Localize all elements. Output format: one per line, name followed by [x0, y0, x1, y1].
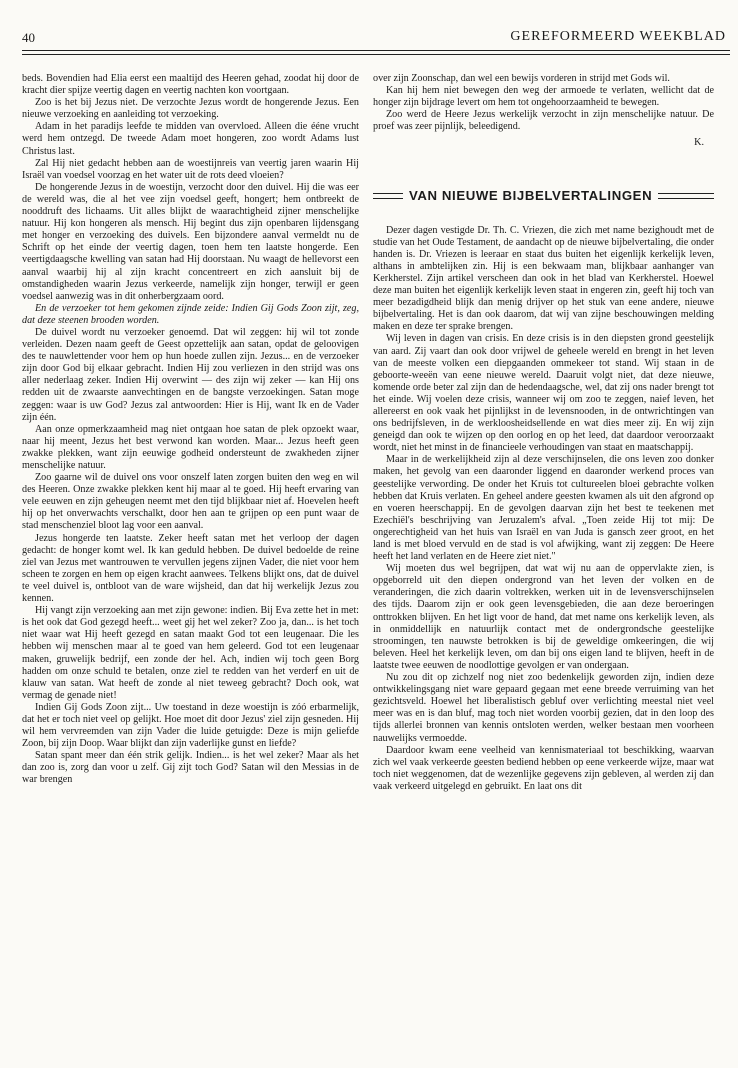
paragraph: Daardoor kwam eene veelheid van kennismateriaal tot beschikking, waarvan zich wel vaak verkeerde geesten bediend hebben op eene verkeerde wijze, maar wat toch niet weggenomen, dat de wezenlijke gegevens zijn gebleven, al werden zij dan vaak verkeerd uitgelegd en gebruikt. En laat ons dit [373, 744, 714, 792]
paragraph: Nu zou dit op zichzelf nog niet zoo bedenkelijk geworden zijn, indien deze ontwikkelingsgang niet ware gepaard gegaan met eene breede verruiming van het gezichtsveld. Hoewel het liberalistisch gebluf over verlichting meestal niet veel meer was en is dan bluf, mag toch niet worden voorbij gezien, dat in den loop des tijds allerlei bronnen van kennis ontsloten werden, welker bestaan men voorheen nauwelijks vermoedde. [373, 672, 714, 744]
paragraph: Zoo is het bij Jezus niet. De verzochte Jezus wordt de hongerende Jezus. Een nieuwe verzoeking en aanleiding tot verzoeking. [22, 97, 359, 121]
page-number: 40 [22, 30, 35, 45]
heading-rule-left [373, 193, 403, 199]
paragraph: Satan spant meer dan één strik gelijk. Indien... is het wel zeker? Maar als het dan zoo is, zorg dan voor u zelf. Gij zijt toch God? Satan wil den Messias in de war brengen [22, 750, 359, 786]
paragraph: De duivel wordt nu verzoeker genoemd. Dat wil zeggen: hij wil tot zonde verleiden. Dezen naam geeft de Geest opzettelijk aan satan, opdat de geloovigen des te nauwlettender voor hem op hun hoede zullen zijn. Jezus... en de verzoeker zijn door God bij elkaar gebracht. Indien Hij zou verliezen in den strijd was ons aller nederlaag zeker. Indien Hij overwint — des zijn wij zeker — kan Hij ons redden uit de zwaarste aanvechtingen en de bangste verzoekingen. Satan moge zeggen: waar is uw God? Jezus zal antwoorden: Hier is Hij, want Ik en de Vader zijn één. [22, 326, 359, 423]
paragraph: Dezer dagen vestigde Dr. Th. C. Vriezen, die zich met name bezighoudt met de studie van het Oude Testament, de aandacht op de nieuwe bijbelvertaling, die onder handen is. Dr. Vriezen is leeraar en staat dus buiten het eigenlijk kerkelijk leven, althans in ambtelijken zin. Hij is een bekwaam man, blijkbaar aanhanger van Kerkherstel. Zijn artikel verscheen dan ook in het blad van Kerkherstel. Hoewel deze man buiten het eigenlijk kerkelijk leven staat in engeren zin, geeft hij toch van meer bezadigdheid blijk dan menig drijver op het stuk van eene andere, nieuwe bijbelvertaling. Het is dan ook daarom, dat wij van zijne beschouwingen melding maken en deze ter sprake brengen. [373, 224, 714, 333]
paragraph: Maar in de werkelijkheid zijn al deze verschijnselen, die ons leven zoo donker maken, het gevolg van een daaronder liggend en daaronder werkend proces van geestelijke verwording. De onder het Kruis tot cultureelen bloei gebrachte volken hebben dat Kruis verlaten. En geheel andere geesten kwamen als uit den afgrond op en voeren heerschappij. En de gevolgen daarvan zijn het best te teekenen met Ezechiël's beschrijving van Jeruzalem's afval. „Toen zeide Hij tot mij: De ongerechtigheid van het huis van Israël en van Juda is gansch zeer groot, en het land is met bloed vervuld en de stad is vol afwijking, want zij zeggen: De Heere heeft het land verlaten en de Heere ziet niet." [373, 454, 714, 563]
left-column [22, 73, 359, 787]
paragraph: Wij moeten dus wel begrijpen, dat wat wij nu aan de oppervlakte zien, is opgeborreld uit den diepen ondergrond van het leven der volken en de veranderingen, die zich daarin voltrekken, werken uit in de levensverschijnselen des tijds. Daarom zijn er ook geen levensgebieden, die aan deze beroeringen onttrokken blijven. En het ligt voor de hand, dat met name ons kerkelijk leven, als in onmiddellijk en natuurlijk contact met de ondergrondsche geestelijke stroomingen, ten nauwste betrokken is bij de geweldige omkeeringen, die wij beleven. Heel het kerkelijk leven, om dan bij ons eigen land te blijven, heeft in de laatste twee eeuwen de noodlottige gevolgen er van ondergaan. [373, 563, 714, 671]
paragraph: Indien Gij Gods Zoon zijt... Uw toestand in deze woestijn is zóó erbarmelijk, dat het er toch niet veel op gelijkt. Hoe moet dit door Jezus' ziel zijn gesneden. Hij wil hem vervreemden van zijn Vader die luide getuigde: Deze is mijn geliefde Zoon, bij zijn Doop. Waar blijkt dan zijn vaderlijke gunst en liefde? [22, 701, 359, 750]
paragraph: Kan hij hem niet bewegen den weg der armoede te verlaten, wellicht dat de honger zijn bijdrage levert om hem tot ongehoorzaamheid te bewegen. [373, 85, 714, 109]
section-title: VAN NIEUWE BIJBELVERTALINGEN [409, 187, 653, 203]
paragraph: Wij leven in dagen van crisis. En deze crisis is in den diepsten grond geestelijk van aard. Zij vaart dan ook door vrijwel de geheele wereld en brengt in het leven van de meeste volken een diepgaanden ommekeer tot stand. Wij staan in de geboorte-weeën van eene nieuwe wereld. Daaruit volgt niet, dat deze nieuwe, komende orde beter zal zijn dan de hedendaagsche, wel, dat zij ons nader brengt tot het einde. Wij voelen deze crisis, wanneer wij om zoo te zeggen, naief leven, het allereerst en ook vaak het pijnlijkst in de levensnooden, in de ontwrichtingen van ons bedrijfsleven, in de werkloosheidsellende en wat dies meer zij. En wij zijn geneigd dan ook te wijzen op den oorlog en op het leed, dat daardoor veroorzaakt wordt, niet het minst in de financieele verhoudingen van staat en maatschappij. [373, 333, 714, 454]
paragraph: Zal Hij niet gedacht hebben aan de woestijnreis van veertig jaren waarin Hij Israël van voedsel voorzag en het water uit de rots deed vloeien? [22, 157, 359, 181]
author-signature: K. [694, 137, 704, 149]
heading-rule-right [658, 193, 714, 199]
paragraph: Zoo gaarne wil de duivel ons voor onszelf laten zorgen buiten den weg en wil des Heeren. Onze zwakke plekken kent hij maar al te goed. Hij heeft ervaring van vele eeuwen en zijn geheugen neemt met den tijd blijkbaar niet af. Hoevelen heeft hij op het onverwachts verschalkt, door hen aan te grijpen op een punt waar de stad menschenziel bloot lag voor een aanval. [22, 472, 359, 532]
paragraph-scripture-quote: En de verzoeker tot hem gekomen zijnde zeide: Indien Gij Gods Zoon zijt, zeg, dat deze steenen brooden worden. [22, 302, 359, 326]
paragraph: beds. Bovendien had Elia eerst een maaltijd des Heeren gehad, zoodat hij door de kracht dier spijze veertig dagen en veertig nachten kon voortgaan. [22, 73, 359, 97]
header-rule [22, 50, 730, 55]
paragraph: Zoo werd de Heere Jezus werkelijk verzocht in zijn menschelijke natuur. De proef was zeer pijnlijk, beleedigend. [373, 109, 714, 133]
section-heading [373, 185, 714, 207]
paragraph: De hongerende Jezus in de woestijn, verzocht door den duivel. Hij die was eer de wereld was, die al het vee zijn voedsel geeft, hongert; hem ontbreekt de nooddruft des lichaams. Uit alles blijkt de waarachtigheid zijner menschelijke natuur. Hij kon hongeren als mensch. Hij begint dus zijn openbaren lijdensgang met honger en verzoeking des duivels. Een bijzondere aanval vermeldt nu de Schrift op het einde der veertig dagen, toen hem ten laatste hongerde. Een veertigdaagsche kwelling van satan had Hij doorstaan. Nu waagt de hellevorst een aanval waarbij hij al zijn kracht concentreert en zich aansluit bij de omstandigheden waarin Jezus verkeerde, namelijk zijn honger, terwijl er geen voedsel aanwezig was in dit onherbergzaam oord. [22, 181, 359, 302]
paragraph: Hij vangt zijn verzoeking aan met zijn gewone: indien. Bij Eva zette het in met: is het ook dat God gezegd heeft... weet gij het wel zeker? Zoo ja, dan... is het toch niet waar wat Hij heeft gezegd en satan maakt God tot een leugenaar. Die les hebben wij menschen maar al te goed van hem geleerd. God tot een leugenaar maken, gruwelijk bedrijf, een zonde der hel. Ach, indien wij toch geen Borg hadden om onze schuld te betalen, onze ziel te redden van het verderf en uit de klauw van satan. Wat heeft de zonde al niet teweeg gebracht? Doch ook, wat vermag de genade niet! [22, 605, 359, 701]
paragraph: Jezus hongerde ten laatste. Zeker heeft satan met het verloop der dagen gedacht: de honger komt wel. Ik kan geduld hebben. De duivel bedoelde de reine ziel van Jezus met wantrouwen te vervullen jegens zijnen Vader, die niet voor hem scheen te zorgen en hem op eigen kracht aanwees. Telkens blijkt ons, dat de duivel te veel duivel is, ontbloot van de ware wijsheid, dan dat hij werkelijk Jezus zou kennen. [22, 532, 359, 605]
publication-title: GEREFORMEERD WEEKBLAD [510, 29, 726, 44]
paragraph: Adam in het paradijs leefde te midden van overvloed. Alleen die ééne vrucht werd hem ontzegd. De tweede Adam moet hongeren, zoo wordt Adams lust Christus last. [22, 121, 359, 157]
paragraph: Aan onze opmerkzaamheid mag niet ontgaan hoe satan de plek opzoekt waar, naar hij meent, Jezus het best verwond kan worden. Maar... Jezus heeft geen zwakke plekken, want zijn eeuwige godheid ondersteunt de zwakheden zijner menschelijke natuur. [22, 423, 359, 471]
paragraph: over zijn Zoonschap, dan wel een bewijs vorderen in strijd met Gods wil. [373, 73, 670, 84]
right-column [373, 73, 714, 793]
